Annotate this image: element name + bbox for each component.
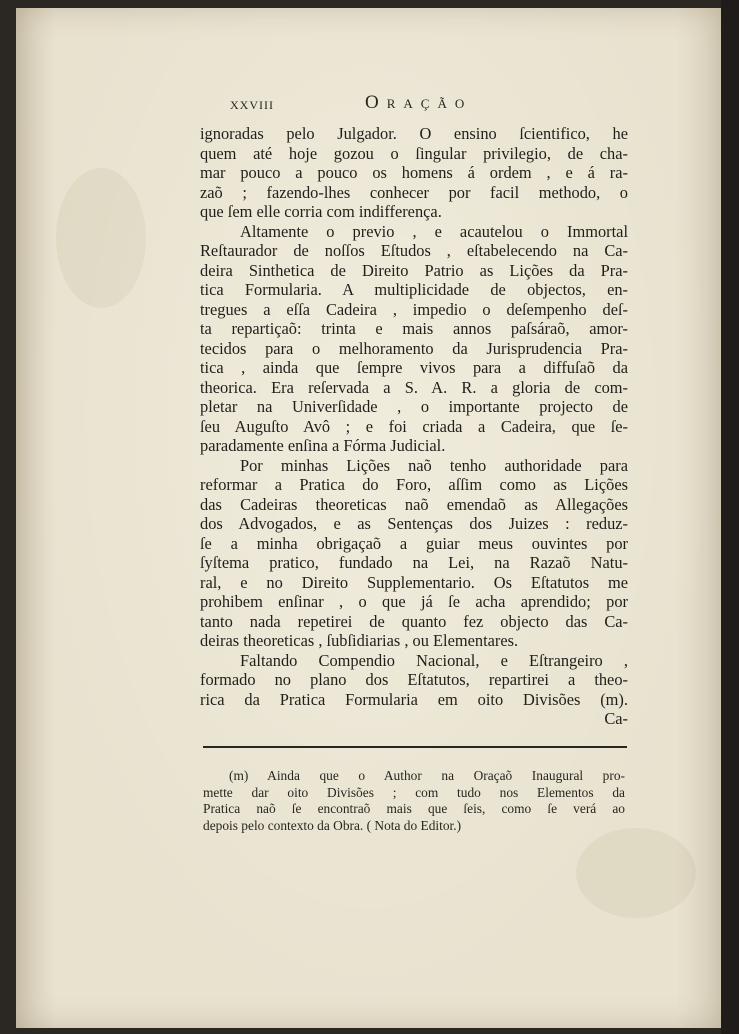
running-title: Oração [365,92,473,113]
text-line: formado no plano dos Eſtatutos, repartirei a theo- [200,670,628,689]
footnote-line: Pratica naõ ſe encontraõ mais que ſeis, como ſe verá ao [203,801,625,817]
text-line: que ſem elle corria com indifferença. [200,202,442,221]
footnote-rule [203,746,627,748]
text-line: ta repartiçaõ: trinta e mais annos paſsáraõ, amor- [200,319,628,338]
text-line: ſyſtema pratico, fundado na Lei, na Razaõ Natu- [200,553,628,572]
text-line: das Cadeiras theoreticas naõ emendaõ as Allegações [200,494,628,514]
text-line: theorica. Era reſervada a S. A. R. a gloria de com- [200,377,628,397]
paragraph-4 [200,651,628,729]
page-edge-shadow [721,0,739,1034]
text-line: tecidos para o melhoramento da Jurisprudencia Pra- [200,338,628,358]
catchword: Ca- [604,709,628,728]
paper-stain [56,168,146,308]
text-line: rica da Pratica Formularia em oito Divisões (m). [200,689,628,709]
paper-stain [576,828,696,918]
main-text [200,124,628,729]
text-line: zaõ ; fazendo-lhes conhecer por facil methodo, o [200,182,628,202]
text-line: ſe a minha obrigaçaõ a guiar meus ouvintes por [200,533,628,553]
footnote-line: mette dar oito Divisões ; com tudo nos Elementos da [203,784,625,800]
text-line: tanto nada repetirei de quanto fez objecto das Ca- [200,611,628,631]
text-line: Faltando Compendio Nacional, e Eſtrangeiro , [240,650,628,670]
text-line: Altamente o previo , e acautelou o Immortal [240,221,628,241]
text-line: ignoradas pelo Julgador. O ensino ſcientifico, he [200,124,628,143]
text-line: tregues a eſſa Cadeira , impedio o deſempenho deſ- [200,299,628,319]
paragraph-3 [200,456,628,651]
paragraph-2 [200,222,628,456]
text-line: ral, e no Direito Supplementario. Os Eſtatutos me [200,572,628,592]
text-line: Reſtaurador de noſſos Eſtudos , eſtabelecendo na Ca- [200,241,628,260]
text-line: mar pouco a pouco os homens á ordem , e á ra- [200,163,628,182]
text-line: ſeu Auguſto Avô ; e foi criada a Cadeira, que ſe- [200,416,628,436]
text-line: prohibem enſinar , o que já ſe acha aprendido; por [200,592,628,611]
footnote [203,768,625,834]
text-line: tica Formularia. A multiplicidade de objectos, en- [200,280,628,299]
text-line: Por minhas Lições naõ tenho authoridade para [240,455,628,475]
page-number: XXVIII [230,98,274,112]
text-line: paradamente enſina a Fórma Judicial. [200,436,446,455]
paragraph-1 [200,124,628,222]
text-line: deiras theoreticas , ſubſidiarias , ou Elementares. [200,631,519,650]
text-line: dos Advogados, e as Sentenças dos Juizes : reduz- [200,514,628,533]
text-line: tica , ainda que ſempre vivos para a diffuſaõ da [200,358,628,377]
text-line: reformar a Pratica do Foro, aſſim como as Lições [200,475,628,494]
footnote-line: depois pelo contexto da Obra. ( Nota do Editor.) [203,817,462,833]
page-header [230,92,530,116]
text-line: quem até hoje gozou o ſingular privilegio, de cha- [200,143,628,163]
text-line: deira Sinthetica de Direito Patrio as Lições da Pra- [200,260,628,280]
text-line: pletar na Univerſidade , o importante projecto de [200,397,628,416]
footnote-line: (m) Ainda que o Author na Oraçaõ Inaugural pro- [229,768,625,783]
